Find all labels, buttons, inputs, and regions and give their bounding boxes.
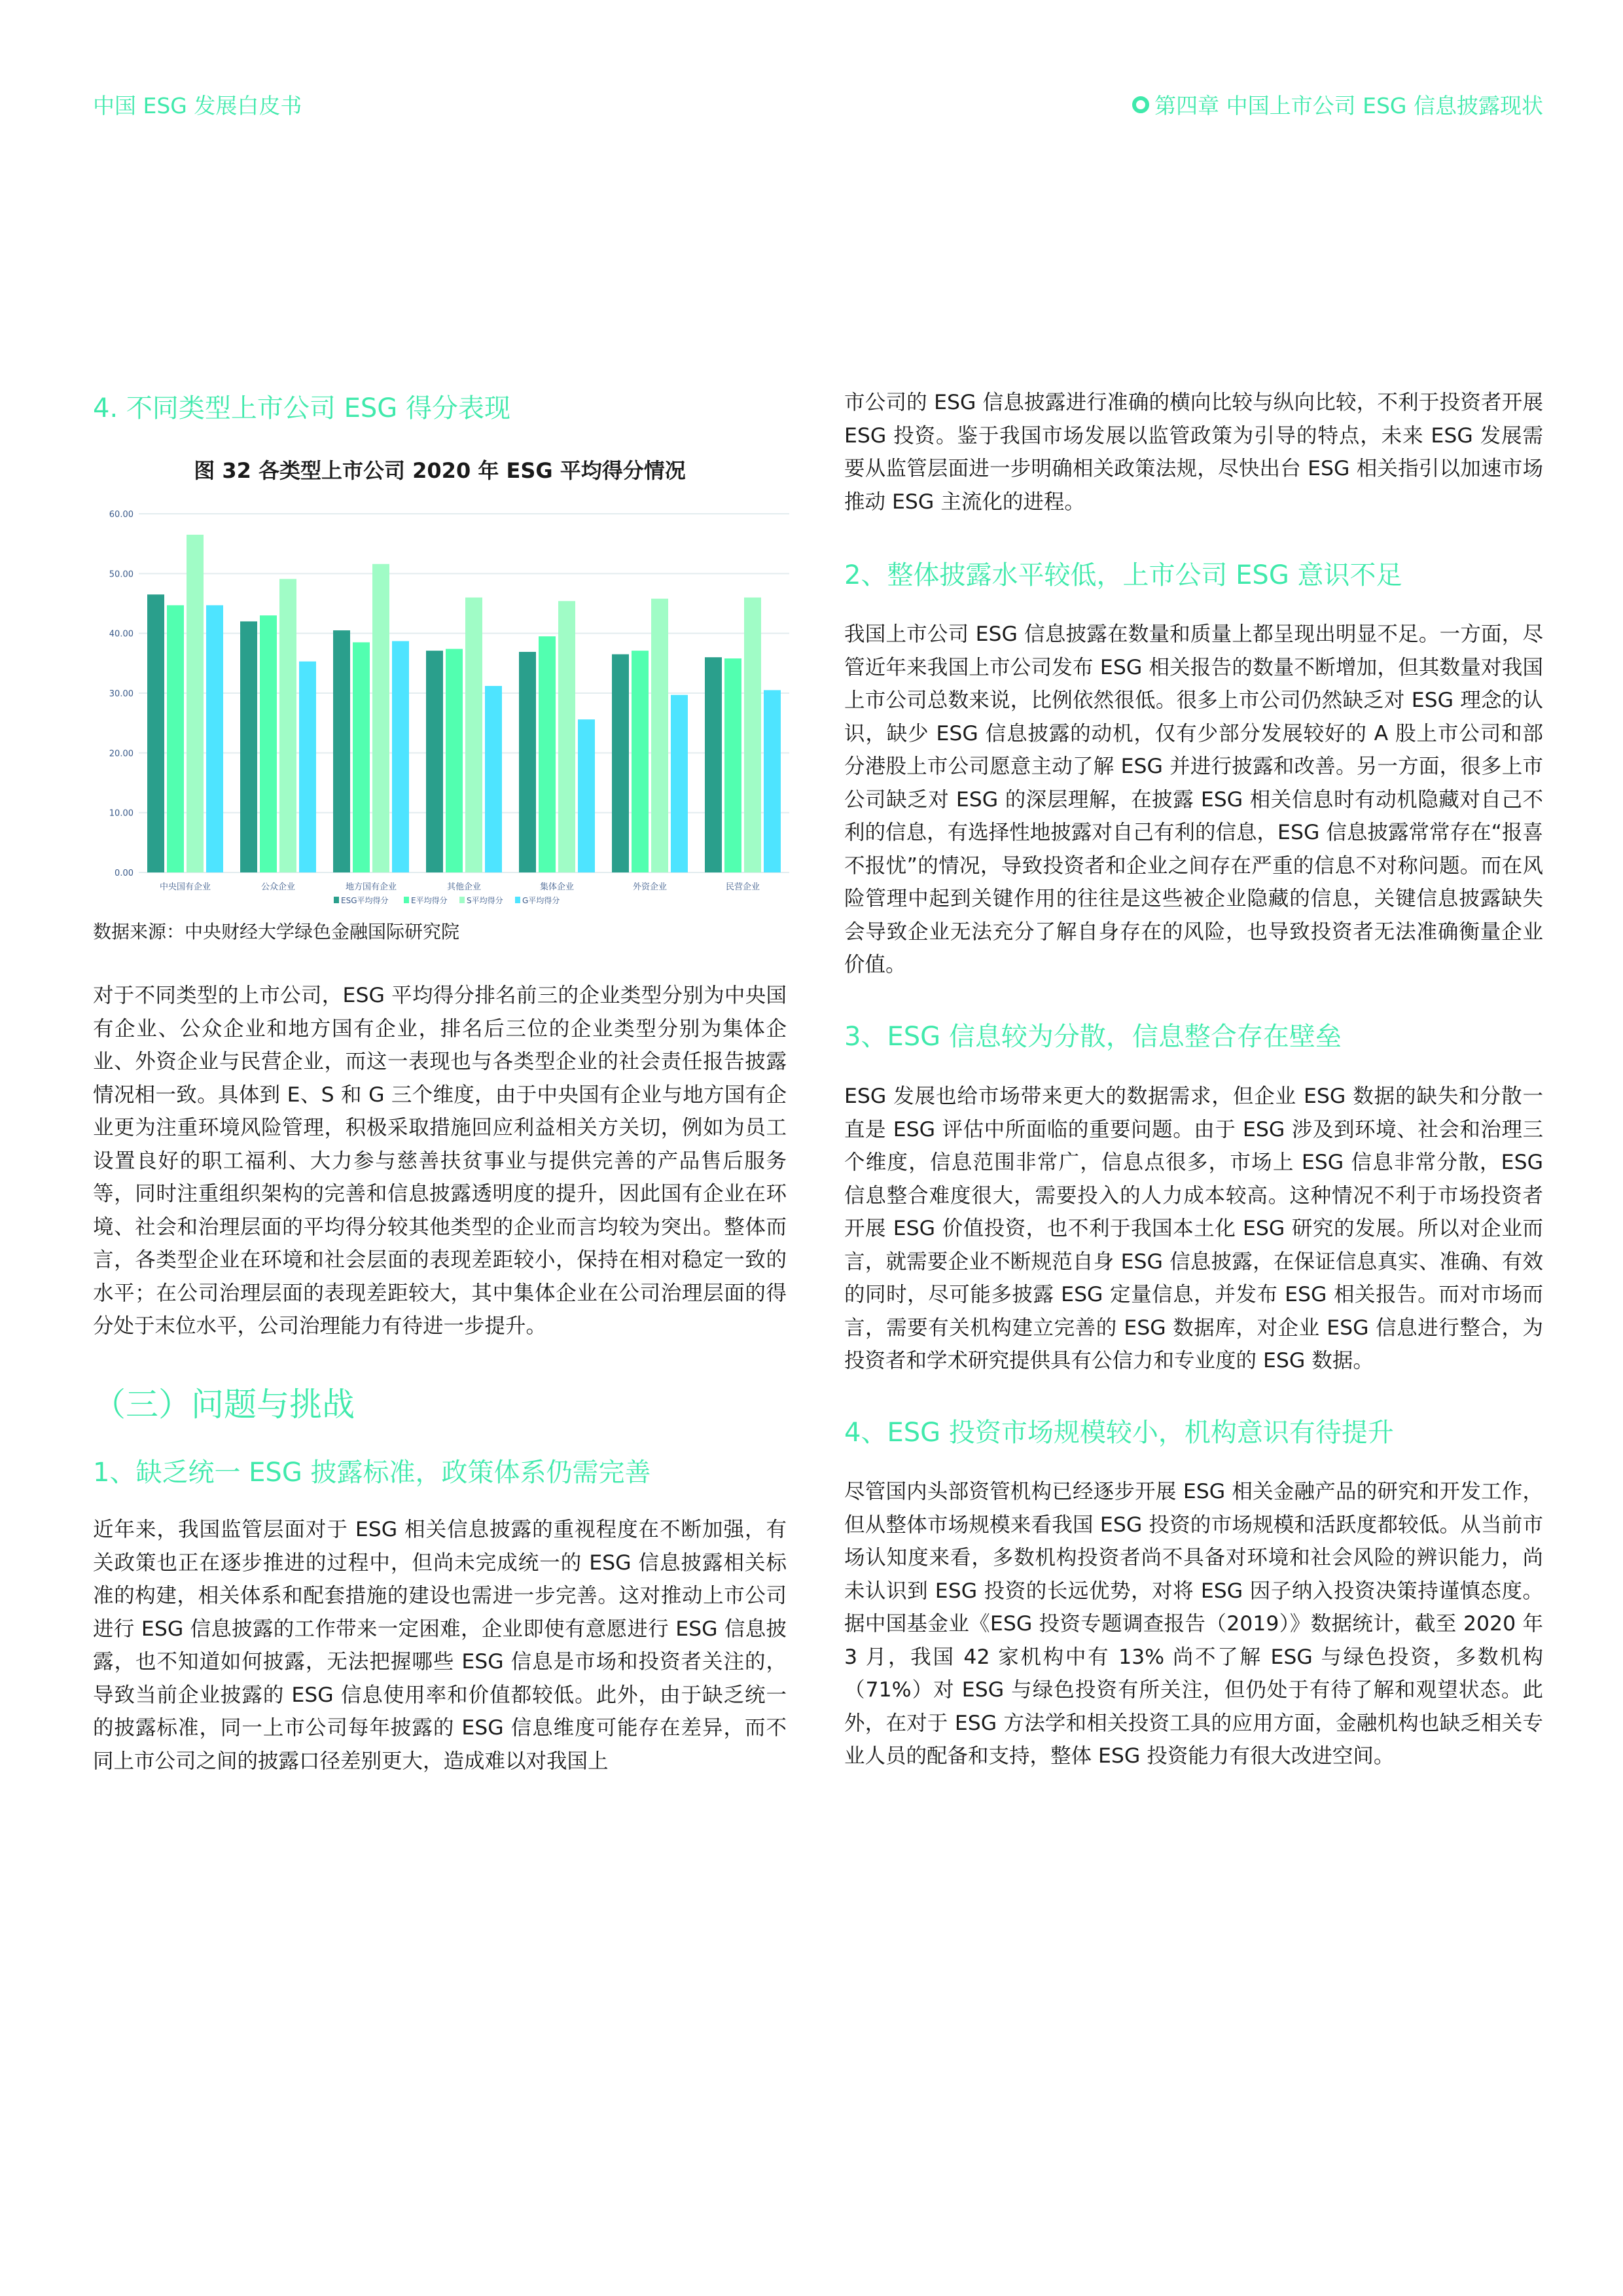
y-tick-label: 0.00 bbox=[115, 869, 134, 878]
paragraph-sub3: ESG 发展也给市场带来更大的数据需求，但企业 ESG 数据的缺失和分散一直是 ESG 评估中所面临的重要问题。由于 ESG 涉及到环境、社会和治理三个维度，信息范围非常广，信息点很多，市场上 ESG 信息非常分散，ESG 信息整合难度很大，需要投入的人力成本较高。这种情况不利于市场投资者开展 ESG 价值投资，也不利于我国本土化 ESG 研究的发展。所以对企业而言，就需要企业不断规范自身 ESG 信息披露，在保证信息真实、准确、有效的同时，尽可能多披露 ESG 定量信息，并发布 ESG 相关报告。而对市场而言，需要有关机构建立完善的 ESG 数据库，对企业 ESG 信息进行整合，为投资者和学术研究提供具有公信力和专业度的 ESG 数据。 bbox=[844, 1085, 1543, 1372]
bar-5-0 bbox=[612, 655, 629, 872]
y-tick-label: 20.00 bbox=[109, 749, 134, 759]
x-category-label: 集体企业 bbox=[539, 882, 575, 892]
x-category-label: 公众企业 bbox=[260, 882, 296, 892]
bar-4-2 bbox=[558, 601, 575, 872]
x-category-label: 外资企业 bbox=[632, 882, 668, 892]
bar-2-0 bbox=[333, 630, 350, 872]
legend-label: ESG平均得分 bbox=[341, 896, 389, 905]
bar-4-0 bbox=[519, 652, 536, 872]
bar-6-1 bbox=[724, 658, 741, 872]
bar-0-3 bbox=[206, 605, 223, 872]
bar-1-0 bbox=[240, 621, 257, 872]
legend-swatch bbox=[515, 897, 520, 903]
header-chapter bbox=[1132, 89, 1543, 120]
section-heading-4: 4. 不同类型上市公司 ESG 得分表现 bbox=[93, 393, 510, 423]
bar-4-1 bbox=[539, 636, 556, 872]
y-tick-label: 10.00 bbox=[109, 808, 134, 819]
paragraph-sub2: 我国上市公司 ESG 信息披露在数量和质量上都呈现出明显不足。一方面，尽管近年来我国上市公司发布 ESG 相关报告的数量不断增加，但其数量对我国上市公司总数来说，比例依然很低。很多上市公司仍然缺乏对 ESG 理念的认识，缺少 ESG 信息披露的动机，仅有少部分发展较好的 A 股上市公司和部分港股上市公司愿意主动了解 ESG 并进行披露和改善。另一方面，很多上市公司缺乏对 ESG 的深层理解，在披露 ESG 相关信息时有动机隐藏对自己不利的信息，有选择性地披露对自己有利的信息，ESG 信息披露常常存在“报喜不报忧”的情况，导致投资者和企业之间存在严重的信息不对称问题。而在风险管理中起到关键作用的往往是这些被企业隐藏的信息，关键信息披露缺失会导致企业无法充分了解自身存在的风险，也导致投资者无法准确衡量企业价值。 bbox=[844, 622, 1543, 977]
x-category-label: 地方国有企业 bbox=[345, 882, 397, 892]
legend-swatch bbox=[334, 897, 339, 903]
bar-5-3 bbox=[671, 695, 688, 872]
bar-2-1 bbox=[353, 642, 370, 872]
bar-2-2 bbox=[372, 564, 389, 872]
bar-5-1 bbox=[632, 651, 649, 872]
y-tick-label: 50.00 bbox=[109, 569, 134, 580]
paragraph-continued: 市公司的 ESG 信息披露进行准确的横向比较与纵向比较，不利于投资者开展 ESG 投资。鉴于我国市场发展以监管政策为引导的特点，未来 ESG 发展需要从监管层面进一步明确相关政策法规，尽快出台 ESG 相关指引以加速市场推动 ESG 主流化的进程。 bbox=[844, 391, 1543, 514]
bar-6-2 bbox=[744, 598, 761, 872]
bar-6-3 bbox=[764, 690, 781, 872]
legend-label: E平均得分 bbox=[411, 896, 448, 905]
legend-swatch bbox=[459, 897, 465, 903]
bar-0-0 bbox=[147, 594, 164, 872]
bar-chart bbox=[92, 504, 812, 916]
legend-swatch bbox=[404, 897, 409, 903]
figure-title: 图 32 各类型上市公司 2020 年 ESG 平均得分情况 bbox=[194, 458, 686, 483]
bar-3-1 bbox=[446, 649, 463, 872]
paragraph-sub4: 尽管国内头部资管机构已经逐步开展 ESG 相关金融产品的研究和开发工作，但从整体市场规模来看我国 ESG 投资的市场规模和活跃度都较低。从当前市场认知度来看，多数机构投资者尚不具备对环境和社会风险的辨识能力，尚未认识到 ESG 投资的长远优势，对将 ESG 因子纳入投资决策持谨慎态度。据中国基金业《ESG 投资专题调查报告（2019）》数据统计，截至 2020 年 3 月，我国 42 家机构中有 13% 尚不了解 ESG 与绿色投资，多数机构（71%）对 ESG 与绿色投资有所关注，但仍处于有待了解和观望状态。此外，在对于 ESG 方法学和相关投资工具的应用方面，金融机构也缺乏相关专业人员的配备和支持，整体 ESG 投资能力有很大改进空间。 bbox=[844, 1480, 1543, 1768]
bar-5-2 bbox=[651, 599, 668, 872]
paragraph-type-scores: 对于不同类型的上市公司，ESG 平均得分排名前三的企业类型分别为中央国有企业、公众企业和地方国有企业，排名后三位的企业类型分别为集体企业、外资企业与民营企业，而这一表现也与各类型企业的社会责任报告披露情况相一致。具体到 E、S 和 G 三个维度，由于中央国有企业与地方国有企业更为注重环境风险管理，积极采取措施回应利益相关方关切，例如为员工设置良好的职工福利、大力参与慈善扶贫事业与提供完善的产品售后服务等，同时注重组织架构的完善和信息披露透明度的提升，因此国有企业在环境、社会和治理层面的平均得分较其他类型的企业而言均较为突出。整体而言，各类型企业在环境和社会层面的表现差距较小，保持在相对稳定一致的水平；在公司治理层面的表现差距较大，其中集体企业在公司治理层面的得分处于末位水平，公司治理能力有待进一步提升。 bbox=[93, 984, 787, 1338]
bar-1-2 bbox=[279, 579, 296, 872]
subheading-2: 2、整体披露水平较低，上市公司 ESG 意识不足 bbox=[844, 560, 1402, 590]
bar-3-0 bbox=[426, 651, 443, 872]
x-category-label: 其他企业 bbox=[446, 882, 482, 892]
paragraph-sub1: 近年来，我国监管层面对于 ESG 相关信息披露的重视程度在不断加强，有关政策也正在逐步推进的过程中，但尚未完成统一的 ESG 信息披露相关标准的构建，相关体系和配套措施的建设也需进一步完善。这对推动上市公司进行 ESG 信息披露的工作带来一定困难，企业即使有意愿进行 ESG 信息披露，也不知道如何披露，无法把握哪些 ESG 信息是市场和投资者关注的，导致当前企业披露的 ESG 信息使用率和价值都较低。此外，由于缺乏统一的披露标准，同一上市公司每年披露的 ESG 信息维度可能存在差异，而不同上市公司之间的披露口径差别更大，造成难以对我国上 bbox=[93, 1518, 787, 1773]
header-document-title: 中国 ESG 发展白皮书 bbox=[93, 93, 302, 118]
subheading-1: 1、缺乏统一 ESG 披露标准，政策体系仍需完善 bbox=[93, 1458, 651, 1488]
bar-6-0 bbox=[705, 657, 722, 872]
subheading-4: 4、ESG 投资市场规模较小，机构意识有待提升 bbox=[844, 1418, 1394, 1448]
figure-source: 数据来源：中央财经大学绿色金融国际研究院 bbox=[93, 921, 460, 942]
y-tick-label: 30.00 bbox=[109, 689, 134, 699]
bar-1-3 bbox=[299, 662, 316, 872]
bar-0-2 bbox=[187, 535, 204, 872]
legend-label: G平均得分 bbox=[522, 896, 560, 905]
legend-label: S平均得分 bbox=[467, 896, 503, 905]
bar-3-2 bbox=[465, 598, 482, 872]
x-category-label: 中央国有企业 bbox=[159, 882, 211, 892]
bar-0-1 bbox=[167, 605, 184, 872]
bar-1-1 bbox=[260, 615, 277, 872]
bar-3-3 bbox=[485, 686, 502, 872]
header-chapter-title: 第四章 中国上市公司 ESG 信息披露现状 bbox=[1154, 93, 1543, 118]
y-tick-label: 60.00 bbox=[109, 510, 134, 520]
x-category-label: 民营企业 bbox=[725, 882, 760, 892]
bar-4-3 bbox=[578, 719, 595, 872]
part-heading-problems: （三）问题与挑战 bbox=[93, 1386, 355, 1424]
subheading-3: 3、ESG 信息较为分散，信息整合存在壁垒 bbox=[844, 1022, 1342, 1052]
chapter-circle-icon bbox=[1132, 96, 1149, 113]
y-tick-label: 40.00 bbox=[109, 629, 134, 639]
bar-2-3 bbox=[392, 641, 409, 872]
